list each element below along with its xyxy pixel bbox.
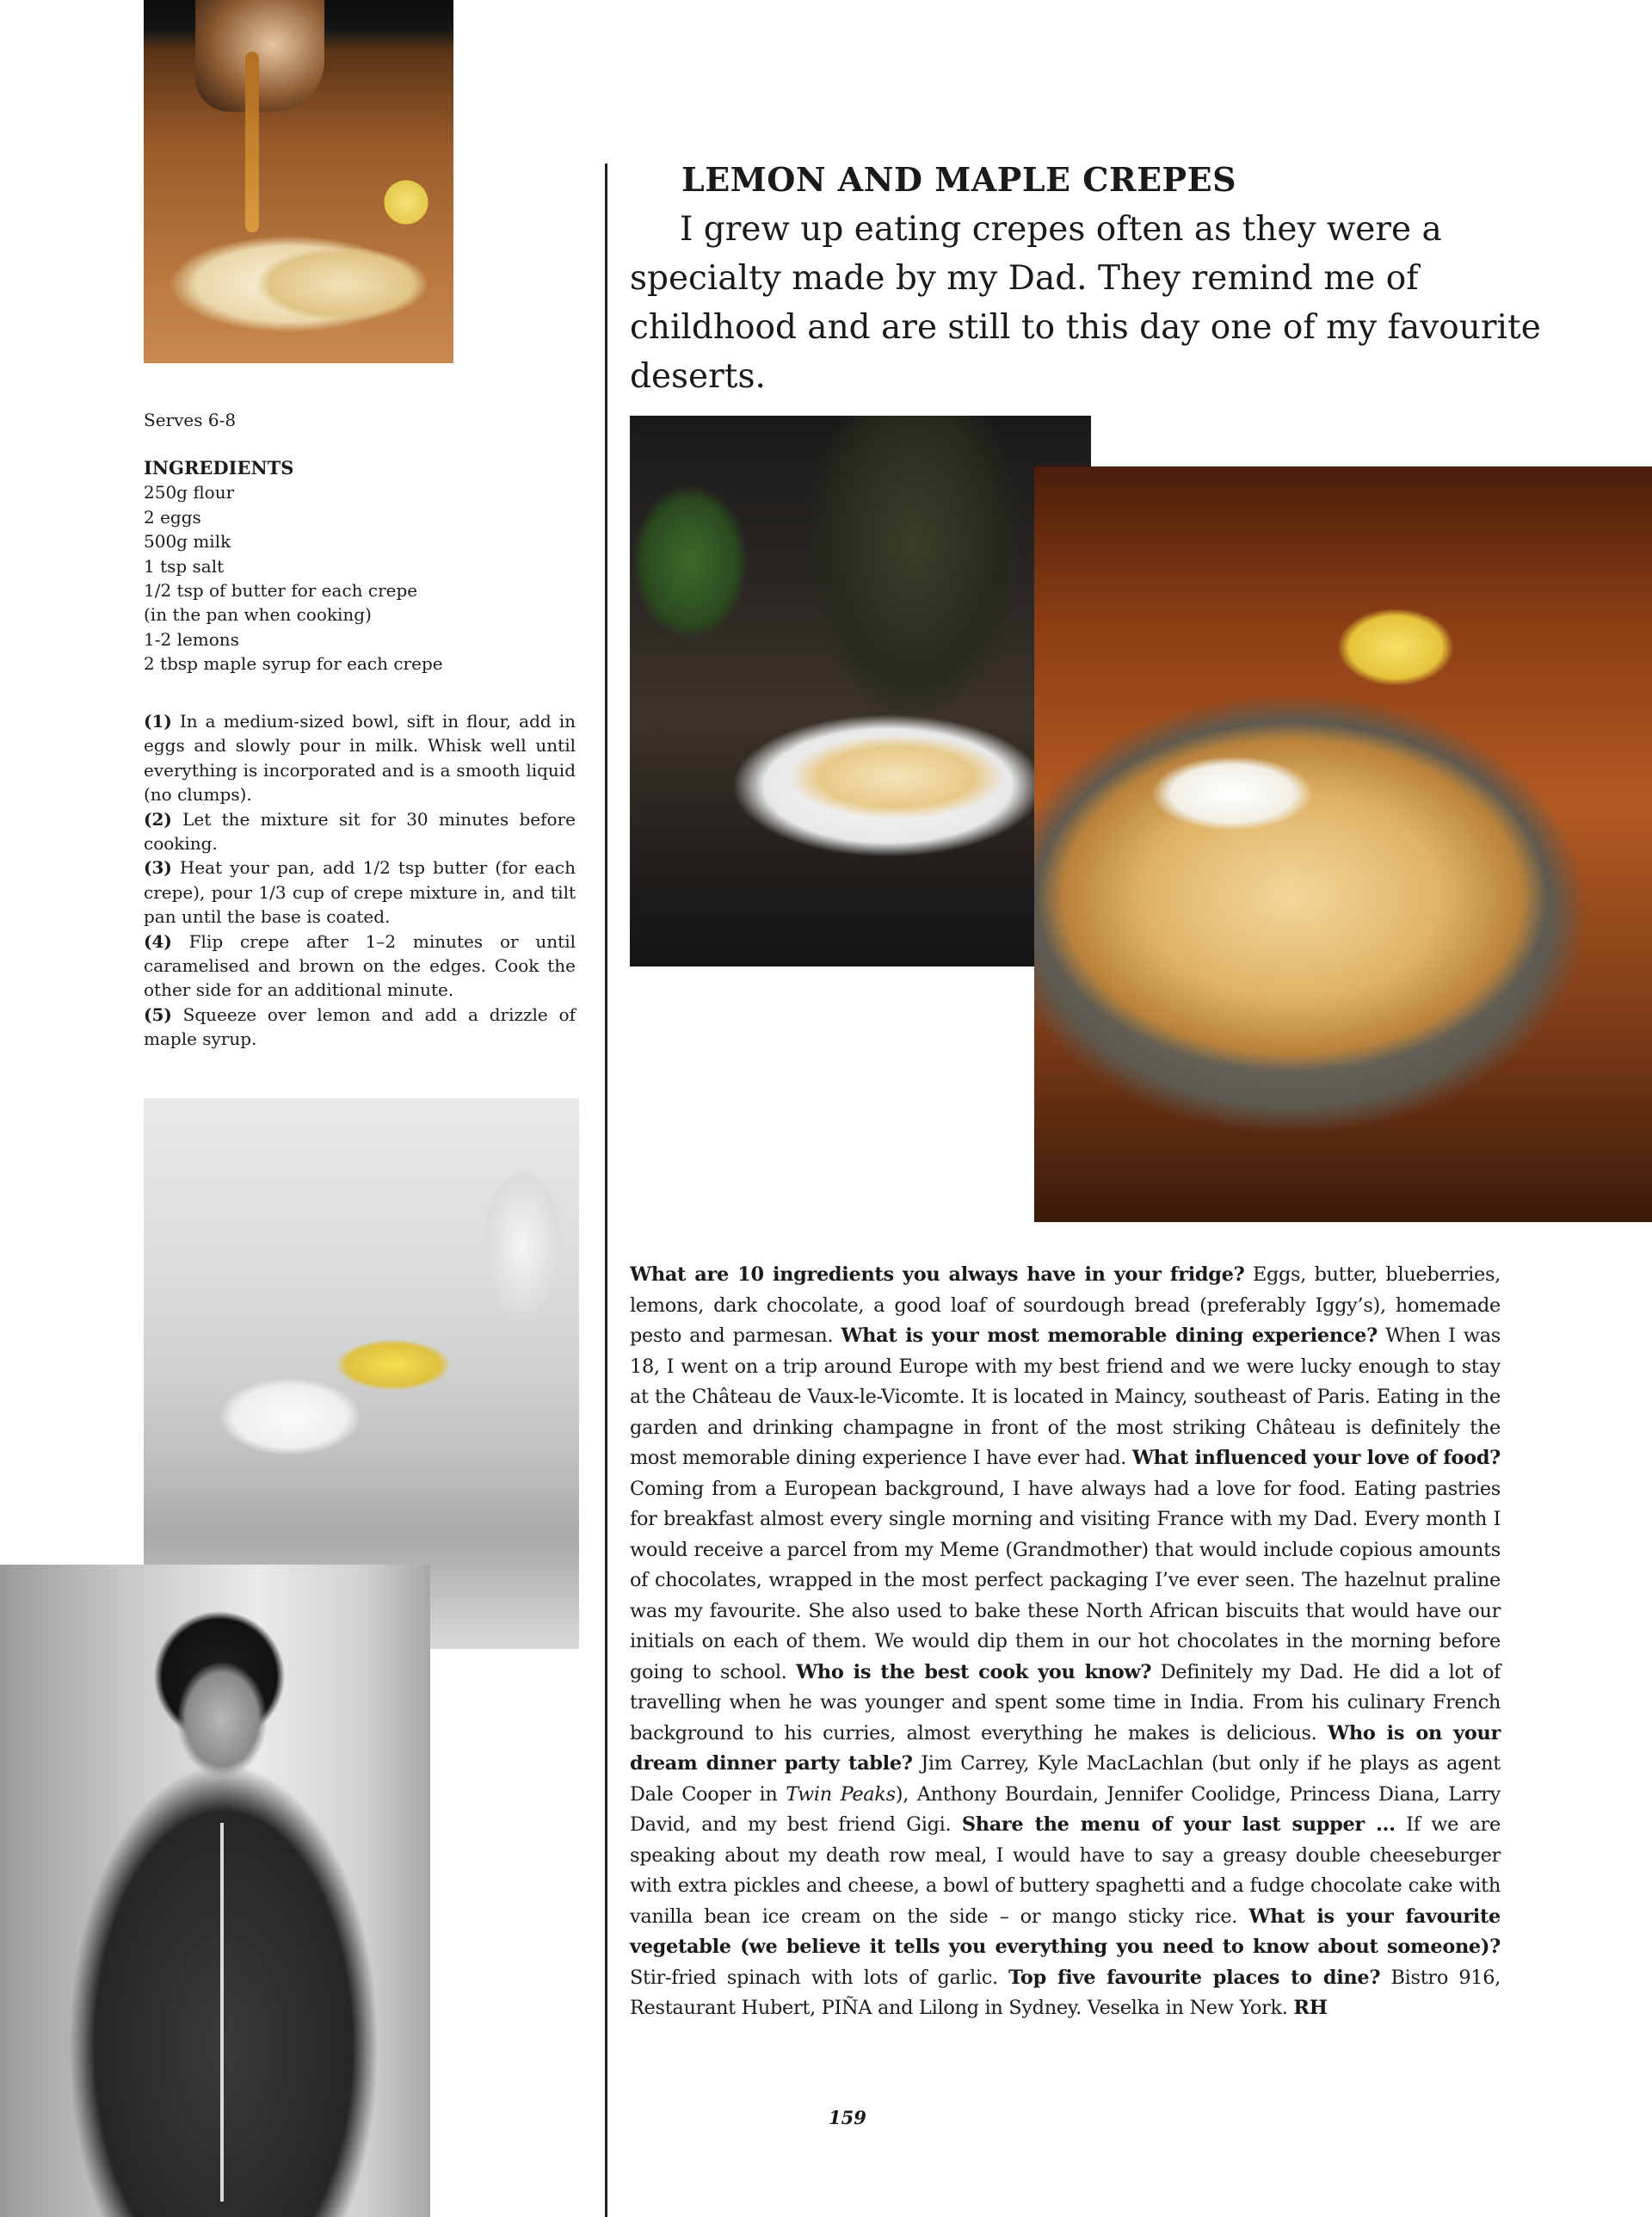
column-divider [605,164,607,2217]
maple-syrup-pour-photo [144,0,453,363]
answer: Stir-fried spinach with lots of garlic. [630,1966,1009,1989]
question: Who is the best cook you know? [796,1660,1152,1683]
author-signoff: RH [1293,1997,1328,2019]
syrup-drip-shape [245,52,259,232]
question: What is your favourite vegetable (we believe it tells you everything you need to know about someone)? [630,1905,1501,1958]
answer: Coming from a European background, I have always had a love for food. Eating pastries for breakfast almost every single morning and visiting France with my Dad. Every month I would receive a parcel from my Meme (Grandmother) that would include copious amounts of chocolates, wrapped in the most perfect packaging I’ve ever seen. The hazelnut praline was my favourite. She also used to bake these North African biscuits that would have our initials on each of them. We would dip them in our hot chocolates in the morning before going to school. [630,1477,1501,1683]
answer: When I was 18, I went on a trip around Europe with my best friend and we were lucky enough to stay at the Château de Vaux-le-Vicomte. It is located in Maincy, southeast of Paris. Eating in the garden and drinking champagne in front of the most striking Château is definitely the most memorable dining experience I have ever had. [630,1325,1501,1469]
serving-crepes-photo [630,416,1091,966]
recipe-title: LEMON AND MAPLE CREPES [681,160,1237,199]
question: What influenced your love of food? [1131,1447,1501,1469]
answer: Definitely my Dad. He did a lot of travelling when he was younger and spent some time in India. From his culinary French background to his curries, almost everything he makes is delicious. [630,1660,1501,1745]
step-number: (5) [144,1004,172,1025]
answer: If we are speaking about my death row meal, I would have to say a greasy double cheeseburger with extra pickles and cheese, a bowl of buttery spaghetti and a fudge chocolate cake with vanilla bean ice cream on the side – or mango sticky rice. [630,1813,1501,1928]
step-text: Squeeze over lemon and add a drizzle of maple syrup. [144,1004,576,1050]
jacket-zip-shape [220,1823,224,2202]
step-number: (1) [144,711,172,732]
method-section [144,709,576,1052]
method-step [144,807,576,856]
step-text: Heat your pan, add 1/2 tsp butter (for each crepe), pour 1/3 cup of crepe mixture in, and tilt pan until the base is coated. [144,857,576,928]
ingredient-item: 500g milk [144,531,231,553]
ingredient-item: (in the pan when cooking) [144,604,372,626]
answer-italic: Twin Peaks [786,1782,896,1806]
question: Top five favourite places to dine? [1008,1966,1381,1989]
interview-body [630,1260,1501,2024]
crepes-plate-photo [1034,466,1652,1222]
question: What is your most memorable dining experience? [841,1325,1378,1347]
question: Who is on your dream dinner party table? [630,1721,1501,1775]
ingredient-item: 1/2 tsp of butter for each crepe [144,580,418,602]
step-text: In a medium-sized bowl, sift in flour, add in eggs and slowly pour in milk. Whisk well until everything is incorporated and is a smooth liquid (no clumps). [144,711,576,806]
author-portrait-photo [0,1565,430,2217]
serves-label: Serves 6-8 [144,410,237,430]
page-number: 159 [829,2107,866,2128]
method-step [144,1003,576,1052]
answer: Jim Carrey, Kyle MacLachlan (but only if he plays as agent Dale Cooper in [630,1752,1501,1806]
method-step [144,929,576,1003]
syrup-bottle-shape [195,0,324,112]
ingredient-item: 2 tbsp maple syrup for each crepe [144,653,443,675]
step-number: (4) [144,930,172,952]
question: Share the menu of your last supper ... [961,1813,1396,1836]
ingredients-section [144,456,574,676]
intro-paragraph: I grew up eating crepes often as they were a specialty made by my Dad. They remind me of childhood and are still to this day one of my favourite deserts. [630,210,1541,396]
method-step [144,709,576,807]
ingredient-item: 2 eggs [144,506,201,528]
ingredient-item: 1 tsp salt [144,555,225,577]
step-text: Let the mixture sit for 30 minutes before cooking. [144,808,576,855]
ingredient-item: 1-2 lemons [144,628,239,650]
ingredients-heading: INGREDIENTS [144,457,294,479]
question: What are 10 ingredients you always have in your fridge? [630,1263,1245,1286]
ingredient-item: 250g flour [144,482,235,503]
ingredients-list [144,480,574,676]
answer: ), Anthony Bourdain, Jennifer Coolidge, Princess Diana, Larry David, and my best friend Gigi. [630,1782,1501,1836]
answer: Eggs, butter, blueberries, lemons, dark chocolate, a good loaf of sourdough bread (preferably Iggy’s), homemade pesto and parmesan. [630,1263,1501,1347]
method-step [144,855,576,929]
step-number: (3) [144,857,172,879]
step-number: (2) [144,808,172,830]
answer: Bistro 916, Restaurant Hubert, PIÑA and Lilong in Sydney. Veselka in New York. [630,1966,1501,2019]
step-text: Flip crepe after 1–2 minutes or until caramelised and brown on the edges. Cook the other side for an additional minute. [144,930,576,1001]
